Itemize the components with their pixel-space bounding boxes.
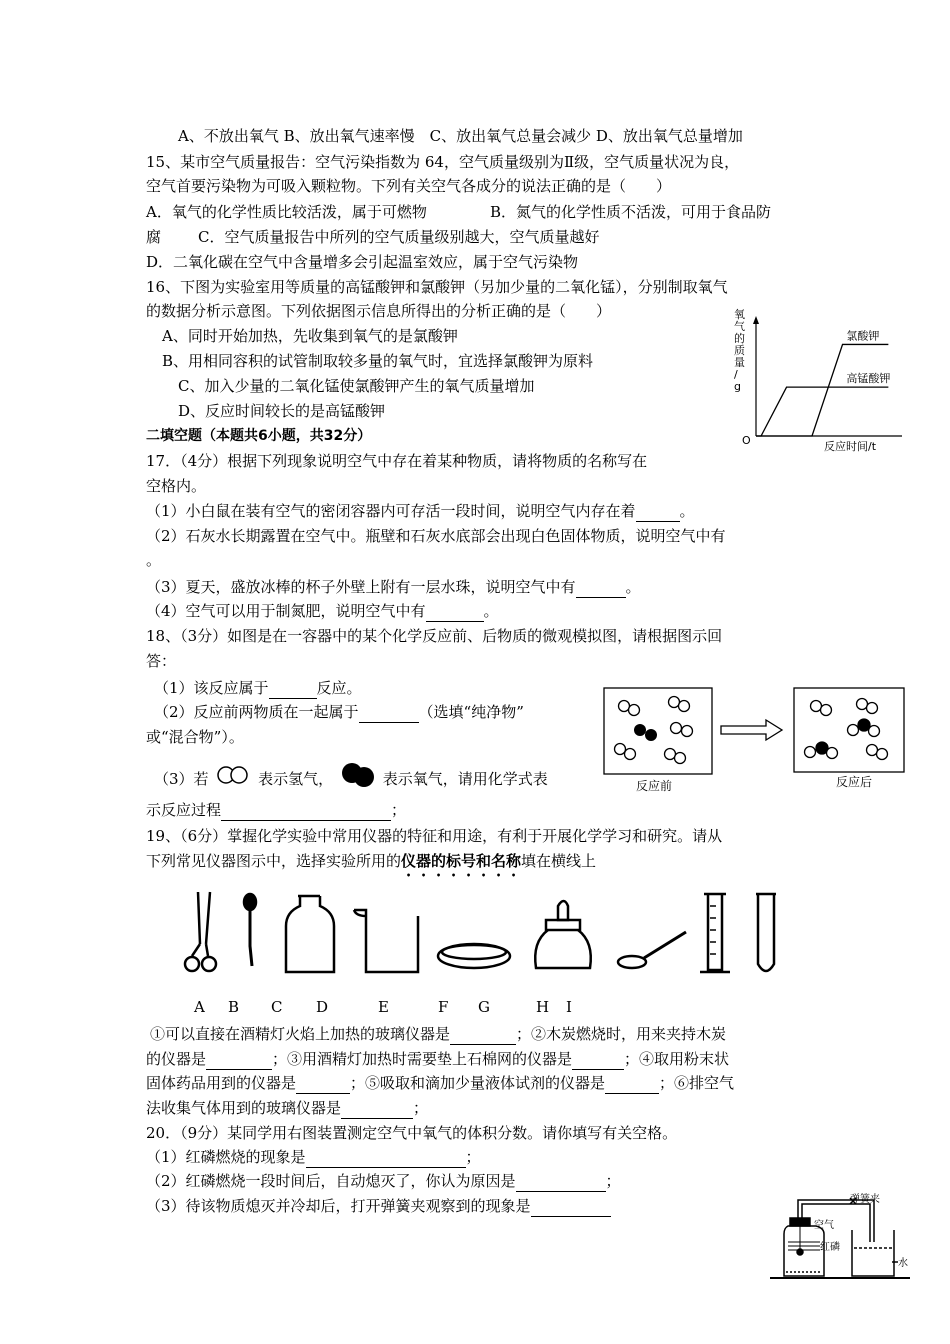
red-phosphorus: [797, 1249, 803, 1255]
answer-blank[interactable]: [206, 1049, 272, 1070]
gas-jar-icon: [286, 896, 334, 972]
q19-stem-2-end: 填在横线上: [521, 852, 597, 870]
q16-option-c: C、加入少量的二氧化锰使氯酸钾产生的氧气质量增加: [178, 377, 535, 395]
q19-stem-2-text: 下列常见仪器图示中，选择实验所用的: [146, 852, 402, 870]
before-box: [604, 688, 712, 774]
q19-l4-text: 法收集气体用到的玻璃仪器是: [146, 1099, 342, 1117]
chart-origin: O: [742, 434, 751, 447]
q15-option-a: A．氧气的化学性质比较活泼，属于可燃物: [146, 203, 427, 221]
q17-stem-2: 空格内。: [146, 477, 207, 495]
q20-stem: 20．（9分）某同学用右图装置测定空气中氧气的体积分数。请你填写有关空格。: [146, 1124, 678, 1142]
answer-blank[interactable]: [269, 678, 317, 699]
answer-blank[interactable]: [306, 1147, 466, 1168]
answer-blank[interactable]: [576, 577, 626, 598]
clamp-label: 弹簧夹: [850, 1194, 880, 1205]
oxygen-molecule-icon: [340, 762, 376, 788]
q18-s3-cont: [146, 800, 406, 821]
air-label: 空气: [814, 1220, 834, 1231]
answer-blank[interactable]: [341, 1098, 413, 1119]
q18-s2-end: （选填“纯净物”: [418, 703, 524, 721]
q15-option-c: C．空气质量报告中所列的空气质量级别越大，空气质量越好: [198, 228, 600, 246]
instrument-label-c: C: [271, 998, 283, 1016]
q19-l1-text-2: ；②木炭燃烧时，用来夹持木炭: [516, 1025, 727, 1043]
q19-l3-text-2: ；⑤吸取和滴加少量液体试剂的仪器是: [350, 1074, 606, 1092]
q20-s2-end: ；: [605, 1172, 621, 1190]
q15-option-b: B．氮气的化学性质不活泼，可用于食品防: [490, 203, 772, 221]
answer-blank[interactable]: [636, 501, 680, 522]
q15-option-d: D．二氧化碳在空气中含量增多会引起温室效应，属于空气污染物: [146, 253, 579, 271]
test-tube-icon: [756, 894, 776, 971]
q14-options: A、不放出氧气 B、放出氧气速率慢 C、放出氧气总量会减少 D、放出氧气总量增加: [178, 127, 743, 145]
q16-option-d: D、反应时间较长的是高锰酸钾: [178, 402, 386, 420]
answer-blank[interactable]: [605, 1073, 659, 1094]
q19-stem-emphasis: 仪器的标号和名称: [401, 852, 522, 870]
hydrogen-molecule-icon: [215, 765, 251, 787]
lab-instruments-figure: [180, 886, 790, 982]
beaker-icon: [354, 910, 418, 972]
q18-s1-text: （1）该反应属于: [154, 679, 269, 697]
q19-l1: [150, 1024, 726, 1045]
q19-l2-text-3: ；④取用粉末状: [624, 1050, 730, 1068]
q20-s3-text: （3）待该物质熄灭并冷却后，打开弹簧夹观察到的现象是: [146, 1197, 531, 1215]
y-label-char: 气: [734, 320, 745, 333]
scale-marks: [788, 1242, 820, 1250]
q18-s1-end: 反应。: [316, 679, 362, 697]
answer-blank[interactable]: [426, 601, 484, 622]
answer-blank[interactable]: [221, 800, 391, 821]
q18-s3-text: （3）若: [154, 770, 209, 788]
instrument-label-b: B: [228, 998, 240, 1016]
reaction-diagram: [598, 684, 914, 796]
section-title: 二填空题（本题共6小题，共32分）: [146, 428, 372, 444]
q17-s1-text: （1）小白鼠在装有空气的密闭容器内可存活一段时间，说明空气内存在着: [146, 502, 636, 520]
q19-l3-text-3: ；⑥排空气: [659, 1074, 735, 1092]
answer-blank[interactable]: [296, 1073, 350, 1094]
answer-blank[interactable]: [516, 1171, 606, 1192]
q18-s3: [154, 762, 548, 789]
instrument-label-g: G: [478, 998, 490, 1016]
before-label: 反应前: [636, 779, 673, 793]
stopper: [790, 1218, 810, 1226]
instrument-label-h: H: [536, 998, 550, 1016]
q18-s3-hydrogen: 表示氢气，: [258, 770, 334, 788]
q19-l4-end: ；: [413, 1099, 429, 1117]
reaction-arrow: [721, 720, 782, 740]
q17-s4-end: 。: [483, 602, 499, 620]
y-label-char: g: [734, 380, 741, 393]
oxygen-mass-chart: [726, 306, 910, 456]
instrument-label-a: A: [194, 998, 205, 1016]
crucible-tongs-icon: [185, 892, 216, 971]
q16-option-b: B、用相同容积的试管制取较多量的氧气时，宜选择氯酸钾为原料: [162, 352, 594, 370]
q15-stem-2: 空气首要污染物为可吸入颗粒物。下列有关空气各成分的说法正确的是（ ）: [146, 177, 672, 195]
q17-s3: [146, 577, 641, 598]
chart-y-axis-label: [734, 307, 745, 393]
y-label-char: 的: [734, 332, 745, 345]
q17-stem: 17．（4分）根据下列现象说明空气中存在着某种物质，请将物质的名称写在: [146, 452, 648, 470]
q19-l2-text-2: ；③用酒精灯加热时需要垫上石棉网的仪器是: [272, 1050, 573, 1068]
alcohol-lamp-icon: [535, 901, 591, 968]
y-label-char: 氧: [734, 308, 745, 321]
q19-l3: [146, 1073, 734, 1094]
q18-s2-cont: 或“混合物”）。: [146, 728, 244, 746]
q20-s1-text: （1）红磷燃烧的现象是: [146, 1148, 306, 1166]
q18-s3-text-2: 示反应过程: [146, 801, 222, 819]
y-label-char: /: [734, 368, 738, 381]
series-label-1: 高锰酸钾: [846, 372, 891, 386]
apparatus-figure: [770, 1190, 920, 1286]
q17-s1-end: 。: [679, 502, 695, 520]
y-label-char: 质: [734, 344, 745, 357]
dropper-icon: [244, 894, 256, 966]
q20-s1-end: ；: [465, 1148, 481, 1166]
q19-l2: [146, 1049, 729, 1070]
q17-s1: [146, 501, 695, 522]
q15-option-b-cont: 腐: [146, 228, 162, 246]
series-line-0: [756, 344, 891, 436]
q19-stem: 19、（6分）掌握化学实验中常用仪器的特征和用途，有利于开展化学学习和研究。请从: [146, 827, 723, 845]
q17-s2-end: 。: [146, 551, 162, 569]
q20-s2-text: （2）红磷燃烧一段时间后，自动熄灭了，你认为原因是: [146, 1172, 516, 1190]
q19-l3-text: 固体药品用到的仪器是: [146, 1074, 297, 1092]
q20-s2: [146, 1171, 621, 1192]
q18-s1: [154, 678, 362, 699]
instrument-label-e: E: [378, 998, 389, 1016]
instrument-label-d: D: [316, 998, 329, 1016]
q18-s3-end: ；: [391, 801, 407, 819]
q16-stem-2: 的数据分析示意图。下列依据图示信息所得出的分析正确的是（ ）: [146, 302, 612, 320]
q16-stem: 16、下图为实验室用等质量的高锰酸钾和氯酸钾（另加少量的二氧化锰），分别制取氧气: [146, 278, 728, 296]
answer-blank[interactable]: [359, 702, 419, 723]
q20-s3: [146, 1196, 611, 1217]
q18-s2: [154, 702, 524, 723]
q17-s3-text: （3）夏天，盛放冰棒的杯子外壁上附有一层水珠，说明空气中有: [146, 578, 576, 596]
instrument-label-f: F: [438, 998, 449, 1016]
q16-option-a: A、同时开始加热，先收集到氧气的是氯酸钾: [162, 327, 458, 345]
q17-s2: （2）石灰水长期露置在空气中。瓶壁和石灰水底部会出现白色固体物质，说明空气中有: [146, 527, 726, 545]
series-label-0: 氯酸钾: [846, 329, 880, 343]
instrument-label-i: I: [566, 998, 572, 1016]
q18-s3-oxygen: 表示氧气，请用化学式表: [382, 770, 548, 788]
evaporating-dish-icon: [438, 944, 510, 968]
q18-s2-text: （2）反应前两物质在一起属于: [154, 703, 359, 721]
bottle: [784, 1226, 824, 1276]
chart-x-axis-label: 反应时间/t: [824, 440, 877, 453]
q19-l4: [146, 1098, 428, 1119]
q18-stem-2: 答：: [146, 652, 177, 670]
q19-l2-text: 的仪器是: [146, 1050, 207, 1068]
q18-stem: 18、（3分）如图是在一容器中的某个化学反应前、后物质的微观模拟图，请根据图示回: [146, 627, 723, 645]
chart-y-arrow: [753, 316, 759, 324]
answer-blank[interactable]: [531, 1196, 611, 1217]
series-line-1: [756, 387, 888, 436]
q19-l1-text: ①可以直接在酒精灯火焰上加热的玻璃仪器是: [150, 1025, 451, 1043]
phosphorus-label: 红磷: [820, 1242, 840, 1253]
q15-stem: 15、某市空气质量报告：空气污染指数为 64，空气质量级别为Ⅱ级，空气质量状况为良，: [146, 153, 740, 171]
answer-blank[interactable]: [572, 1049, 624, 1070]
water-label: 水: [898, 1258, 908, 1269]
q20-s1: [146, 1147, 481, 1168]
answer-blank[interactable]: [450, 1024, 516, 1045]
medicine-spoon-icon: [618, 932, 686, 968]
after-label: 反应后: [836, 775, 873, 789]
q17-s4: [146, 601, 499, 622]
q19-stem-2: [146, 851, 596, 880]
q17-s4-text: （4）空气可以用于制氮肥，说明空气中有: [146, 602, 426, 620]
q17-s3-end: 。: [625, 578, 641, 596]
water-beaker: [852, 1230, 894, 1276]
graduated-cylinder-icon: [700, 894, 730, 972]
y-label-char: 量: [734, 356, 745, 369]
